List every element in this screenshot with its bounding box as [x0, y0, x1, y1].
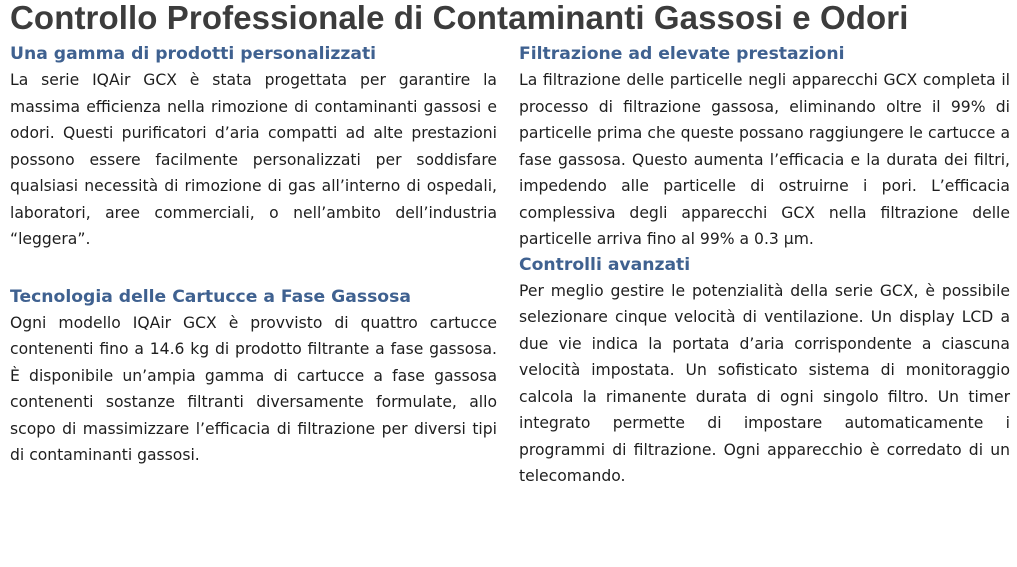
- right-column: [519, 42, 1010, 490]
- section-heading: Controlli avanzati: [519, 254, 691, 275]
- section-body: La serie IQAir GCX è stata progettata per garantire la massima efficienza nella rimozione di contaminanti gassosi e odori. Questi purificatori d’aria compatti ad alte prestazioni possono essere facilmente personalizzati per soddisfare qualsiasi necessità di rimozione di gas all’interno di ospedali, laboratori, aree commerciali, o nell’ambito dell’industria “leggera”.: [10, 71, 497, 248]
- section-filtrazione-prestazioni: [519, 42, 1010, 253]
- section-body: La filtrazione delle particelle negli apparecchi GCX completa il processo di filtrazione gassosa, eliminando oltre il 99% di particelle prima che queste possano raggiungere le cartucce a fase gassosa. Questo aumenta l’efficacia e la durata dei filtri, impedendo alle particelle di ostruirne i pori. L’efficacia complessiva degli apparecchi GCX nella filtrazione delle particelle arriva fino al 99% a 0.3 µm.: [519, 71, 1010, 248]
- section-controlli-avanzati: [519, 253, 1010, 490]
- section-heading: Filtrazione ad elevate prestazioni: [519, 44, 845, 64]
- section-spacer: [10, 253, 497, 285]
- page-title: Controllo Professionale di Contaminanti Gassosi e Odori: [10, 0, 909, 36]
- left-column: [10, 42, 497, 469]
- section-tecnologia-cartucce: [10, 285, 497, 469]
- section-body: Ogni modello IQAir GCX è provvisto di quattro cartucce contenenti fino a 14.6 kg di prodotto filtrante a fase gassosa. È disponibile un’ampia gamma di cartucce a fase gassosa contenenti sostanze filtranti diversamente formulate, allo scopo di massimizzare l’efficacia di filtrazione per diversi tipi di contaminanti gassosi.: [10, 313, 497, 464]
- section-body: Per meglio gestire le potenzialità della serie GCX, è possibile selezionare cinque velocità di ventilazione. Un display LCD a due vie indica la portata d’aria corrispondente a ciascuna velocità impostata. Un sofisticato sistema di monitoraggio calcola la rimanente durata di ogni singolo filtro. Un timer integrato permette di impostare automaticamente i programmi di filtrazione. Ogni apparecchio è corredato di un telecomando.: [519, 281, 1010, 485]
- section-heading: Una gamma di prodotti personalizzati: [10, 44, 377, 64]
- section-heading: Tecnologia delle Cartucce a Fase Gassosa: [10, 286, 411, 307]
- section-prodotti-personalizzati: [10, 42, 497, 253]
